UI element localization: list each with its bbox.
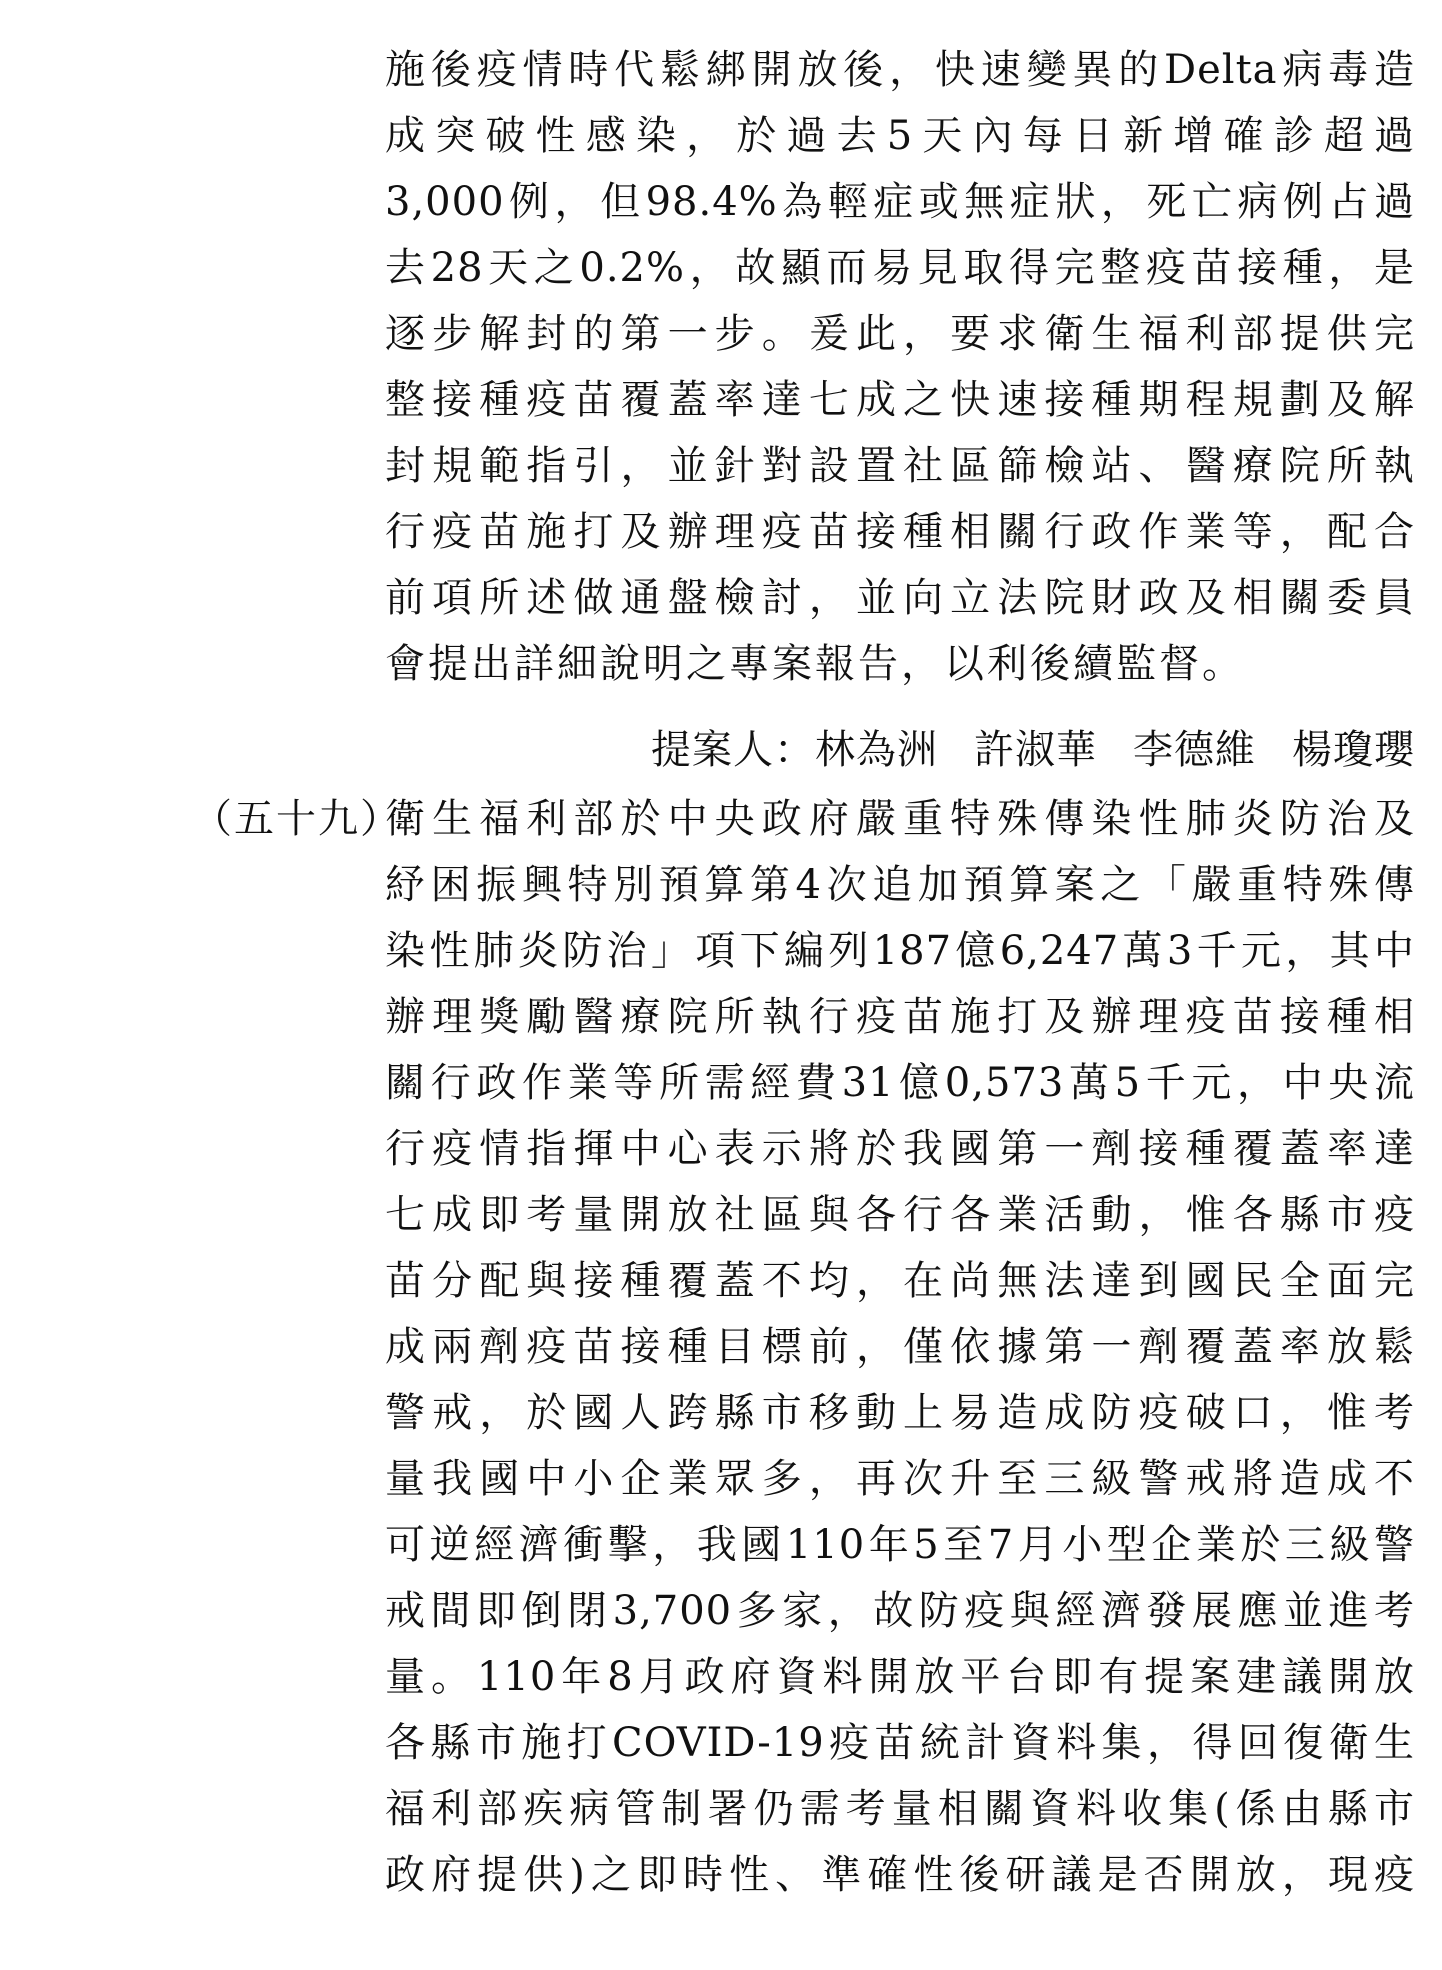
item-line: 衛生福利部於中央政府嚴重特殊傳染性肺炎防治及	[385, 796, 1415, 842]
proposer-line	[540, 720, 1415, 780]
item-line: 成兩劑疫苗接種目標前，僅依據第一劑覆蓋率放鬆	[385, 1324, 1415, 1370]
proposer-name: 林為洲	[815, 727, 938, 773]
item-number: （五十九）	[192, 796, 402, 842]
item-line: 戒間即倒閉3,700多家，故防疫與經濟發展應並進考	[385, 1588, 1415, 1634]
item-line: 關行政作業等所需經費31億0,573萬5千元，中央流	[385, 1060, 1415, 1106]
paragraph-line: 整接種疫苗覆蓋率達七成之快速接種期程規劃及解	[385, 377, 1415, 423]
item-line: 苗分配與接種覆蓋不均，在尚無法達到國民全面完	[385, 1258, 1415, 1304]
paragraph-line: 成突破性感染，於過去5天內每日新增確診超過	[385, 113, 1415, 159]
item-line: 可逆經濟衝擊，我國110年5至7月小型企業於三級警	[385, 1522, 1415, 1568]
proposer-name: 楊瓊瓔	[1292, 727, 1415, 773]
item-line: 量。110年8月政府資料開放平台即有提案建議開放	[385, 1654, 1415, 1700]
item-line: 量我國中小企業眾多，再次升至三級警戒將造成不	[385, 1456, 1415, 1502]
item-line: 福利部疾病管制署仍需考量相關資料收集(係由縣市	[385, 1786, 1415, 1832]
paragraph-line: 逐步解封的第一步。爰此，要求衛生福利部提供完	[385, 311, 1415, 357]
proposer-label: 提案人：	[651, 727, 815, 773]
item-line: 七成即考量開放社區與各行各業活動，惟各縣市疫	[385, 1192, 1415, 1238]
item-line: 行疫情指揮中心表示將於我國第一劑接種覆蓋率達	[385, 1126, 1415, 1172]
item-line: 各縣市施打COVID-19疫苗統計資料集，得回復衛生	[385, 1720, 1415, 1766]
proposer-name: 許淑華	[974, 727, 1097, 773]
item-line: 染性肺炎防治」項下編列187億6,247萬3千元，其中	[385, 928, 1415, 974]
item-line: 警戒，於國人跨縣市移動上易造成防疫破口，惟考	[385, 1390, 1415, 1436]
item-line: 辦理獎勵醫療院所執行疫苗施打及辦理疫苗接種相	[385, 994, 1415, 1040]
paragraph-line: 施後疫情時代鬆綁開放後，快速變異的Delta病毒造	[385, 47, 1415, 93]
paragraph-line: 去28天之0.2%，故顯而易見取得完整疫苗接種，是	[385, 245, 1415, 291]
paragraph-line: 封規範指引，並針對設置社區篩檢站、醫療院所執	[385, 443, 1415, 489]
item-line: 政府提供)之即時性、準確性後研議是否開放，現疫	[385, 1852, 1415, 1898]
paragraph-line: 會提出詳細說明之專案報告，以利後續監督。	[385, 641, 1245, 687]
item-line: 紓困振興特別預算第4次追加預算案之「嚴重特殊傳	[385, 862, 1415, 908]
paragraph-line: 行疫苗施打及辦理疫苗接種相關行政作業等，配合	[385, 509, 1415, 555]
proposer-name: 李德維	[1133, 727, 1256, 773]
paragraph-line: 前項所述做通盤檢討，並向立法院財政及相關委員	[385, 575, 1415, 621]
paragraph-line: 3,000例，但98.4%為輕症或無症狀，死亡病例占過	[385, 179, 1415, 225]
